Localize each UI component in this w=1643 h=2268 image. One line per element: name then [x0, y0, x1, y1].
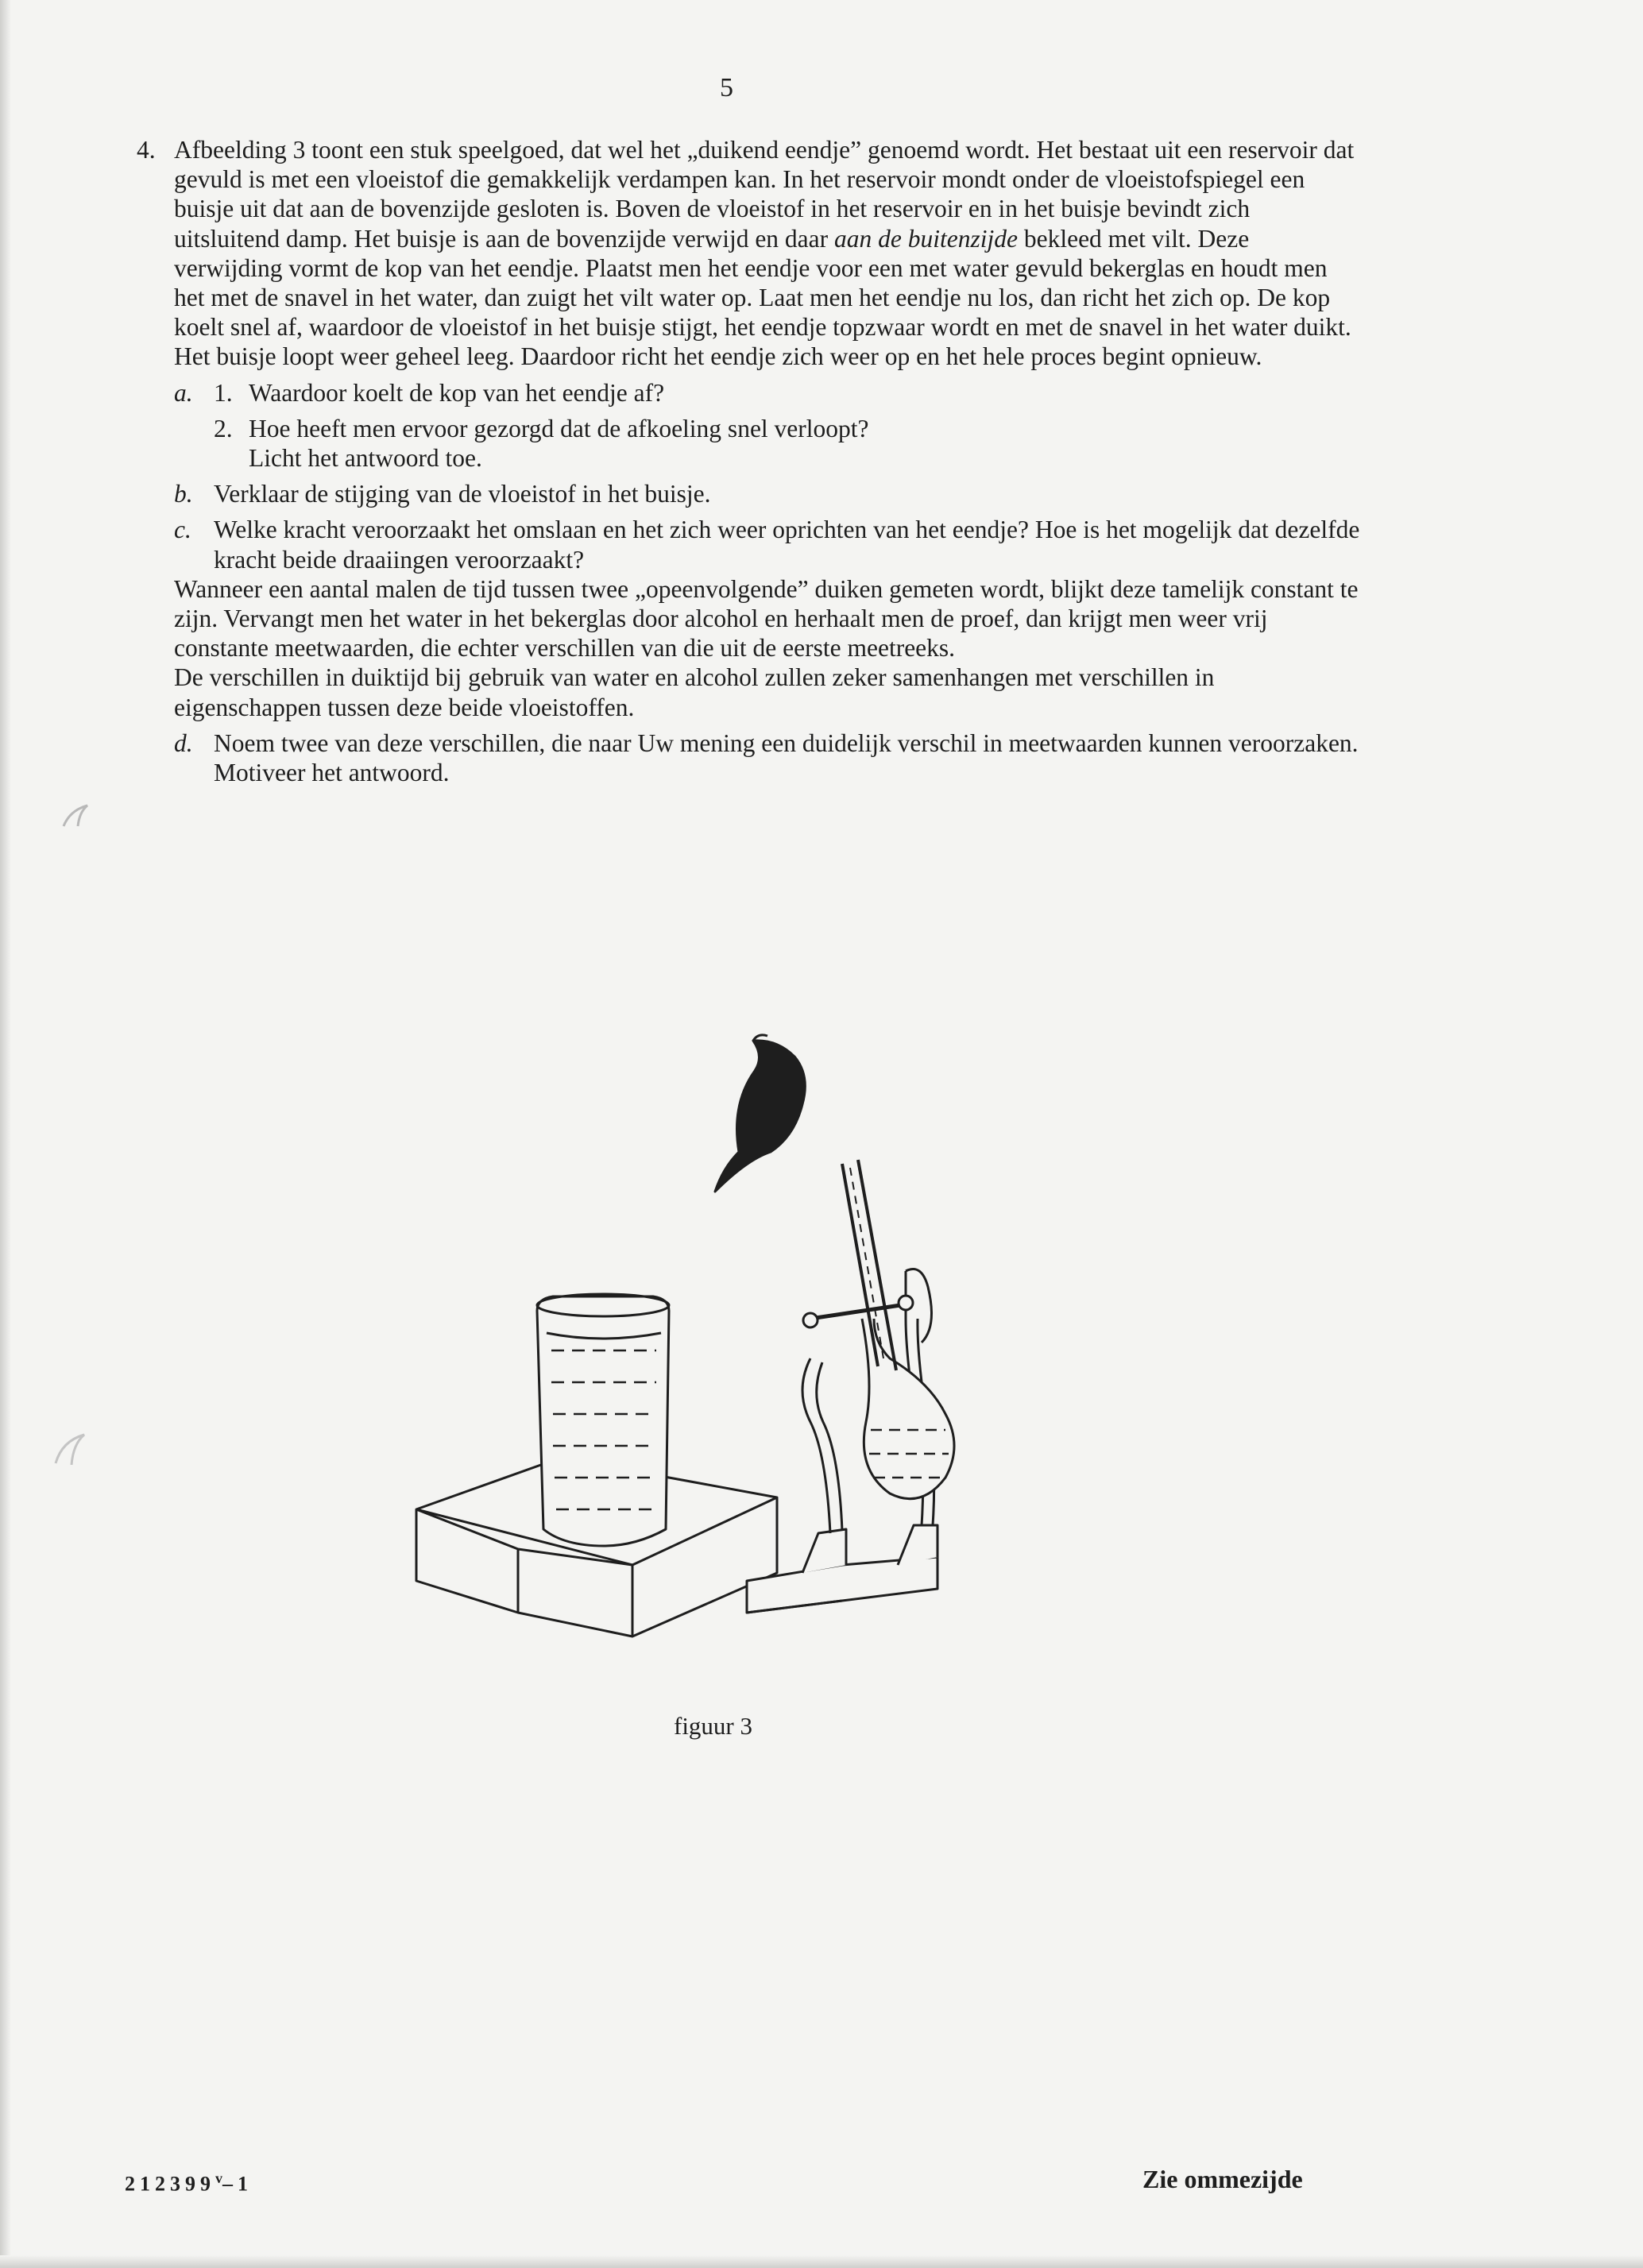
subquestion-a2 [174, 414, 1360, 473]
margin-mark-2 [46, 1422, 94, 1478]
exam-code-sup: v [215, 2170, 222, 2186]
subquestion-a2-text [249, 414, 1360, 473]
subquestion-letter-d: d. [174, 728, 193, 757]
bird-body [842, 1160, 954, 1499]
drinking-bird-illustration [397, 1009, 1001, 1644]
figure-caption: figuur 3 [674, 1712, 753, 1740]
subquestion-letter-a: a. [174, 378, 193, 407]
subquestion-letter-c: c. [174, 516, 191, 544]
subquestion-d [174, 728, 1360, 787]
subquestion-number-1: 1. [214, 378, 233, 407]
page-bottom-shadow [0, 2255, 1643, 2268]
intro-emphasis: aan de buitenzijde [834, 224, 1018, 253]
intro-text-1: Afbeelding 3 toont een stuk speelgoed, dat wel het „duikend eendje” genoemd wordt. Het bestaat uit een reservoir dat gevuld is met een vloeistof die gemakkelijk verdampen kan. In het reservoir mondt onder de vloeistofspiegel een buisje uit dat aan de bovenzijde gesloten is. Boven de vloeistof in het reservoir en in het buisje bevindt zich uitsluitend damp. Het buisje is aan de bovenzijde verwijd en daar [174, 136, 1355, 253]
question-intro [174, 135, 1360, 372]
intro-text-2: bekleed met vilt. Deze verwijding vormt de kop van het eendje. Plaatst men het eendje voor een met water gevuld bekerglas en houdt men het met de snavel in het water, dan zuigt het vilt water op. Laat men het eendje nu los, dan richt het zich op. De kop koelt snel af, waardoor de vloeistof in het buisje stijgt, het eendje topzwaar wordt en met de snavel in het water duikt. Het buisje loopt weer geheel leeg. Daardoor richt het eendje zich weer op en het hele proces begint opnieuw. [174, 224, 1351, 371]
subquestion-letter-blank [174, 414, 214, 473]
subquestion-c [174, 515, 1360, 574]
subquestion-a1 [174, 378, 1360, 408]
question-4 [137, 135, 1360, 787]
subquestion-b-text: Verklaar de stijging van de vloeistof in het buisje. [214, 480, 711, 508]
subquestion-c-text: Welke kracht veroorzaakt het omslaan en het zich weer oprichten van het eendje? Hoe is het mogelijk dat dezelfde kracht beide draaiingen veroorzaakt? [214, 516, 1360, 574]
subquestion-number-2: 2. [214, 414, 233, 442]
beaker [537, 1294, 669, 1546]
subquestion-a1-text: Waardoor koelt de kop van het eendje af? [249, 378, 665, 407]
page-number: 5 [720, 73, 733, 102]
question-block [137, 135, 1360, 787]
subquestion-a2-line-1: Hoe heeft men ervoor gezorgd dat de afkoeling snel verloopt? [249, 414, 869, 442]
question-body [174, 135, 1360, 787]
exam-code [125, 2170, 253, 2197]
subquestion-a2-line-2: Licht het antwoord toe. [249, 444, 482, 473]
subquestion-d-text: Noem twee van deze verschillen, die naar Uw mening een duidelijk verschil in meetwaarden kunnen veroorzaken. Motiveer het antwoord. [214, 728, 1359, 787]
subquestion-b [174, 479, 1360, 508]
subquestion-letter-b: b. [174, 480, 193, 508]
page-edge-shadow [0, 0, 11, 2268]
exam-code-number: 212399 [125, 2172, 215, 2196]
exam-code-suffix: –1 [222, 2172, 253, 2196]
margin-mark-1 [56, 794, 95, 842]
paragraph-differences: De verschillen in duiktijd bij gebruik van water en alcohol zullen zeker samenhangen met verschillen in eigenschappen tussen deze beide vloeistoffen. [174, 663, 1215, 721]
bird-head [715, 1035, 805, 1192]
continue-note: Zie ommezijde [1142, 2165, 1303, 2193]
question-number: 4. [137, 136, 156, 164]
paragraph-measurements: Wanneer een aantal malen de tijd tussen twee „opeenvolgende” duiken gemeten wordt, blijkt deze tamelijk constant te zijn. Vervangt men het water in het bekerglas door alcohol en herhaalt men de proef, dan krijgt men weer vrij constante meetwaarden, die echter verschillen van die uit de eerste meetreeks. [174, 574, 1359, 663]
